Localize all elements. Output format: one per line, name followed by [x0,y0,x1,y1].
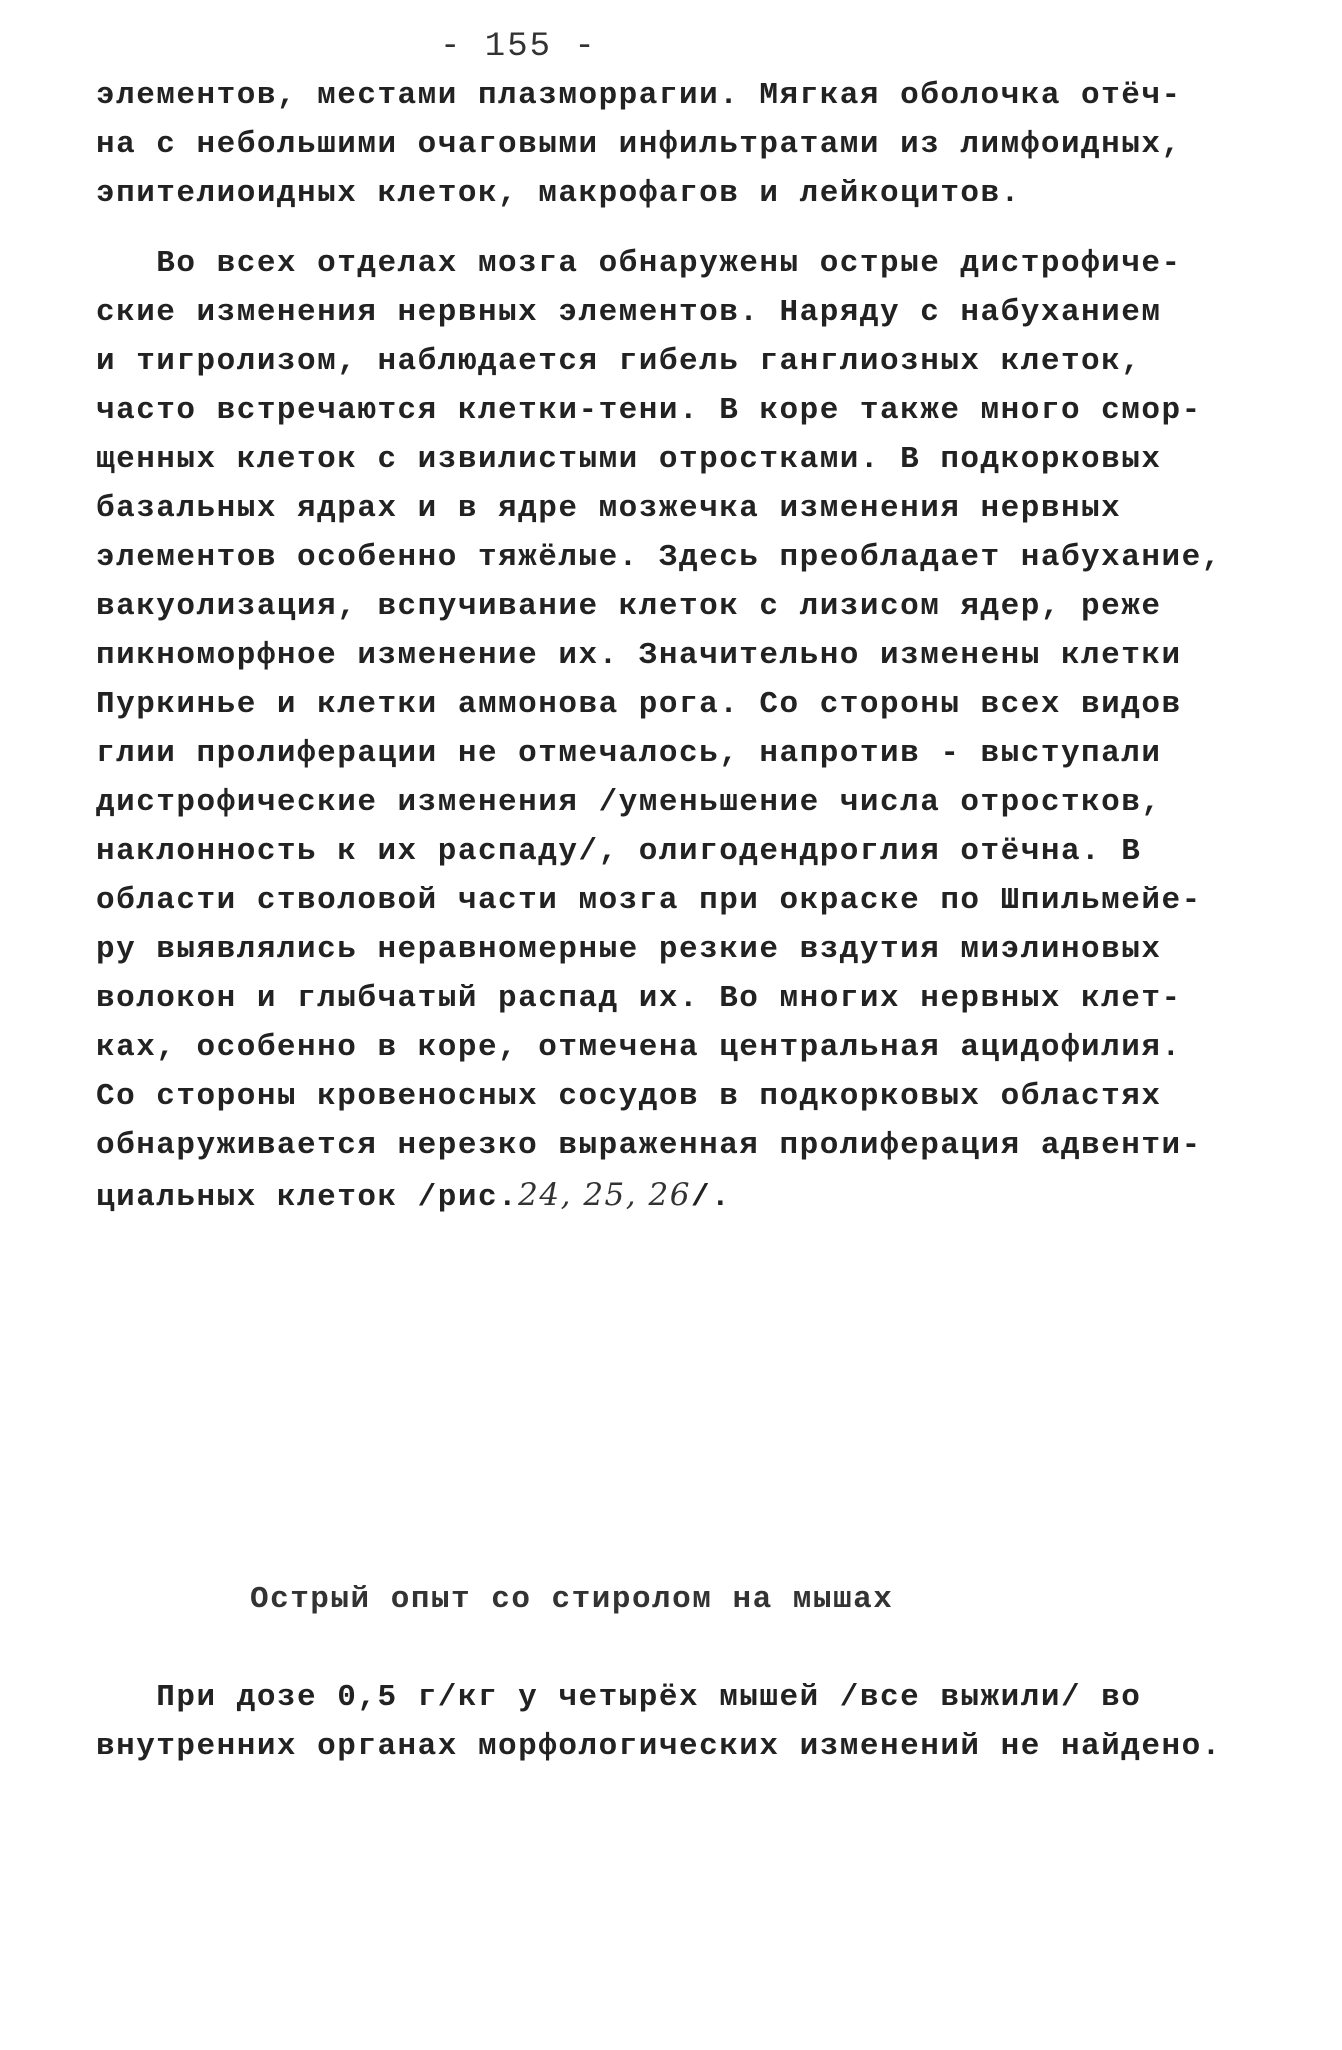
text-line: наклонность к их распаду/, олигодендроглия отёчна. В [96,834,1142,869]
figure-reference-prefix: циальных клеток /рис. [96,1180,519,1215]
text-line: ках, особенно в коре, отмечена центральная ацидофилия. [96,1030,1182,1065]
text-line: Со стороны кровеносных сосудов в подкорковых областях [96,1079,1162,1114]
text-line: волокон и глыбчатый распад их. Во многих нервных клет- [96,981,1182,1016]
text-line: пикноморфное изменение их. Значительно изменены клетки [96,638,1182,673]
text-line: ские изменения нервных элементов. Наряду с набуханием [96,295,1162,330]
text-line: глии пролиферации не отмечалось, напротив - выступали [96,736,1162,771]
text-line: эпителиоидных клеток, макрофагов и лейкоцитов. [96,176,1021,211]
text-line: и тигролизом, наблюдается гибель ганглиозных клеток, [96,344,1142,379]
handwritten-figure-numbers: 24, 25, 26 [518,1177,691,1213]
text-line: часто встречаются клетки-тени. В коре также много смор- [96,393,1202,428]
text-line: элементов, местами плазморрагии. Мягкая оболочка отёч- [96,78,1182,113]
text-line: вакуолизация, вспучивание клеток с лизисом ядер, реже [96,589,1162,624]
text-line: базальных ядрах и в ядре мозжечка изменения нервных [96,491,1122,526]
text-line: внутренних органах морфологических изменений не найдено. [96,1729,1222,1764]
text-line: дистрофические изменения /уменьшение числа отростков, [96,785,1162,820]
text-line: на с небольшими очаговыми инфильтратами из лимфоидных, [96,127,1182,162]
text-line: области стволовой части мозга при окраске по Шпильмейе- [96,883,1202,918]
text-line: При дозе 0,5 г/кг у четырёх мышей /все выжили/ во [96,1680,1142,1715]
text-line: Пуркинье и клетки аммонова рога. Со стороны всех видов [96,687,1182,722]
text-line: обнаруживается нерезко выраженная пролиферация адвенти- [96,1128,1202,1163]
text-line: элементов особенно тяжёлые. Здесь преобладает набухание, [96,540,1222,575]
text-line: Во всех отделах мозга обнаружены острые дистрофиче- [96,246,1182,281]
text-line: щенных клеток с извилистыми отростками. В подкорковых [96,442,1162,477]
figure-reference-suffix: /. [690,1180,732,1215]
figure-reference-line [96,1177,731,1215]
section-heading: Острый опыт со стиролом на мышах [250,1582,894,1617]
page-number: - 155 - [440,28,597,66]
text-line: ру выявлялись неравномерные резкие вздутия миэлиновых [96,932,1162,967]
